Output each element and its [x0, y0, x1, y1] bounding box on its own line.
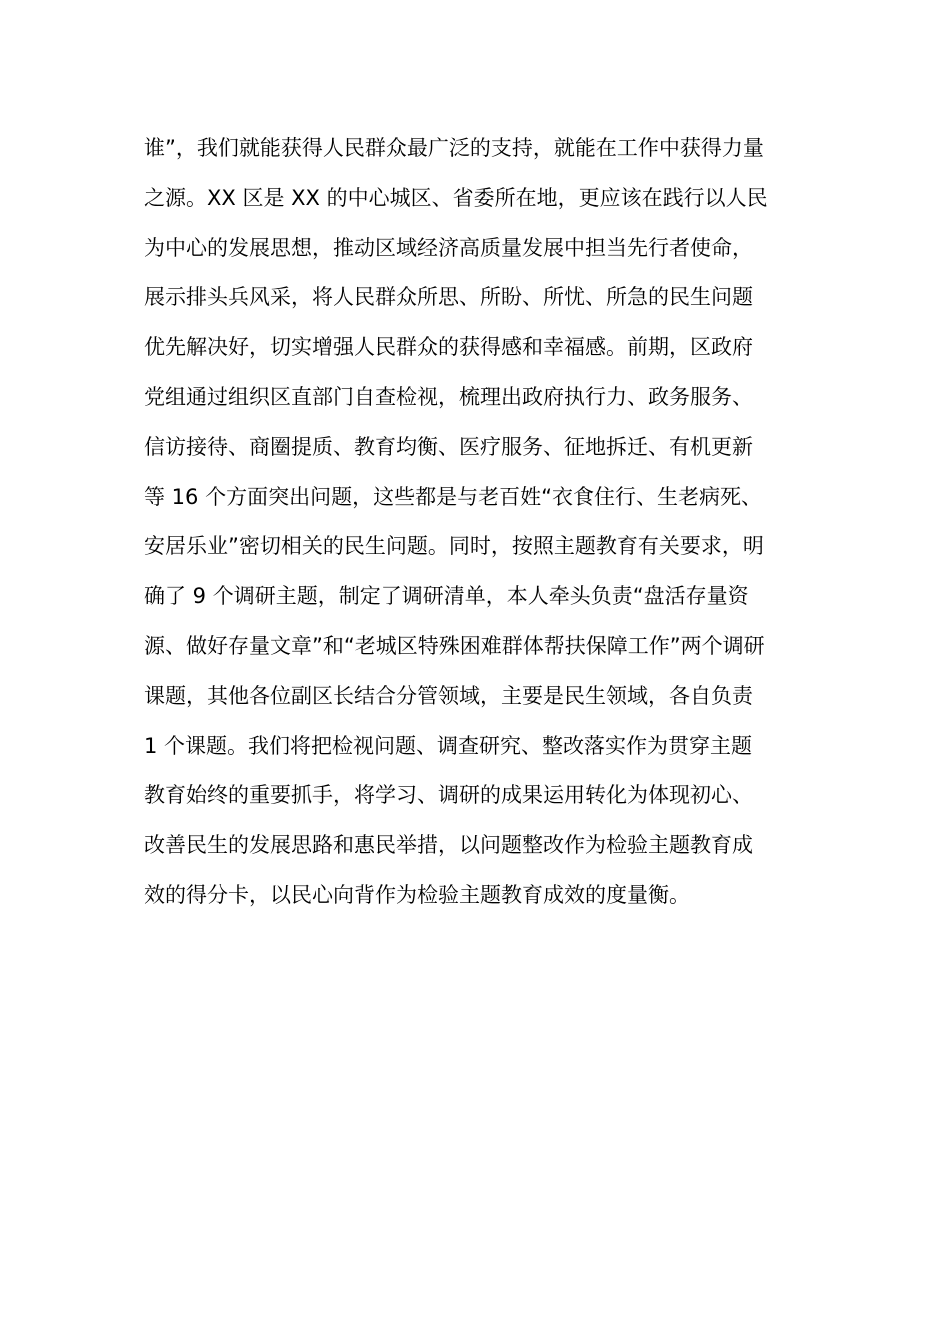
body-paragraph	[144, 124, 824, 921]
text-line: 为中心的发展思想，推动区域经济高质量发展中担当先行者使命，	[144, 235, 753, 260]
text-line: 展示排头兵风采，将人民群众所思、所盼、所忧、所急的民生问题	[144, 285, 753, 310]
text-line: 源、做好存量文章”和“老城区特殊困难群体帮扶保障工作”两个调研	[144, 633, 765, 658]
text-line: 改善民生的发展思路和惠民举措，以问题整改作为检验主题教育成	[144, 833, 753, 858]
text-line: 党组通过组织区直部门自查检视，梳理出政府执行力、政务服务、	[144, 384, 753, 409]
text-line: 优先解决好，切实增强人民群众的获得感和幸福感。前期，区政府	[144, 335, 753, 360]
text-line: 教育始终的重要抓手，将学习、调研的成果运用转化为体现初心、	[144, 783, 753, 808]
text-line: 课题，其他各位副区长结合分管领域，主要是民生领域，各自负责	[144, 683, 753, 708]
text-line: 等 16 个方面突出问题，这些都是与老百姓“衣食住行、生老病死、	[144, 484, 762, 509]
text-line: 之源。XX 区是 XX 的中心城区、省委所在地，更应该在践行以人民	[144, 185, 768, 210]
text-line: 谁”，我们就能获得人民群众最广泛的支持，就能在工作中获得力量	[144, 136, 764, 160]
text-line: 信访接待、商圈提质、教育均衡、医疗服务、征地拆迁、有机更新	[144, 434, 753, 459]
text-line: 效的得分卡，以民心向背作为检验主题教育成效的度量衡。	[144, 882, 690, 907]
text-line: 确了 9 个调研主题，制定了调研清单，本人牵头负责“盘活存量资	[144, 584, 749, 609]
text-line: 安居乐业”密切相关的民生问题。同时，按照主题教育有关要求，明	[144, 534, 764, 559]
text-line: 1 个课题。我们将把检视问题、调查研究、整改落实作为贯穿主题	[144, 733, 753, 758]
